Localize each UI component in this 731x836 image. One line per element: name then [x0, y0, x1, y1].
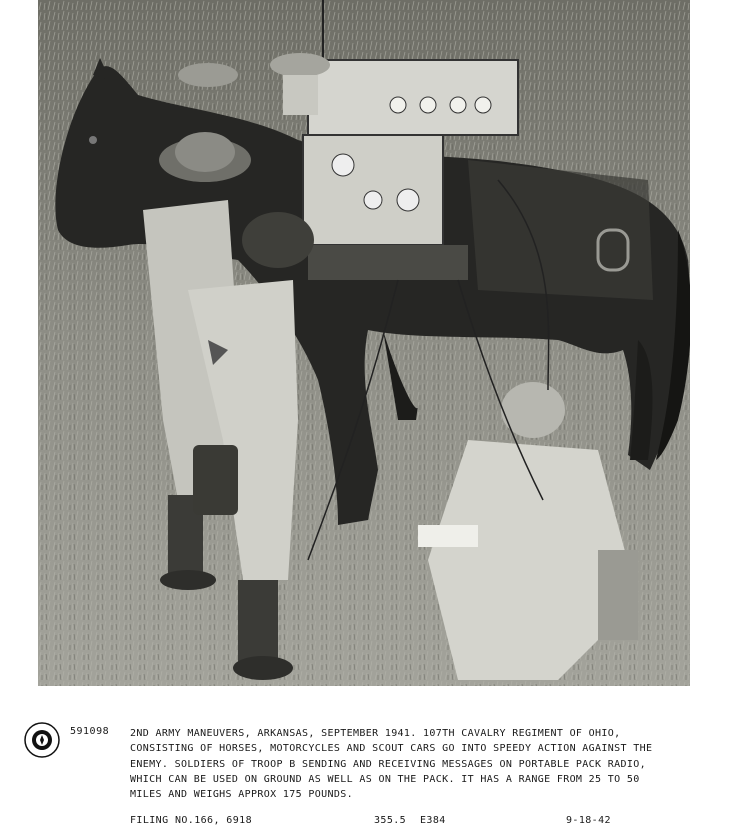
photo-scene: [38, 0, 690, 686]
caption-text: 2ND ARMY MANEUVERS, ARKANSAS, SEPTEMBER 1941. 107TH CAVALRY REGIMENT OF OHIO, CONSISTING OF HORSES, MOTORCYCLES AND SCOUT CARS GO INTO SPEEDY ACTION AGAINST THE ENEMY. SOLDIERS OF TROOP B SENDING AND RECEIVING MESSAGES ON PORTABLE PACK RADIO, WHICH CAN BE USED ON GROUND AS WELL AS ON THE PACK. IT HAS A RANGE FROM 25 TO 50 MILES AND WEIGHS APPROX 175 POUNDS.: [130, 728, 653, 801]
negative-number: 591098: [70, 726, 110, 737]
date-stamp: 9-18-42: [566, 815, 611, 826]
filing-number: FILING NO.166, 6918: [130, 815, 252, 826]
helmet: [178, 63, 238, 87]
filing-code-a: 355.5: [374, 815, 407, 826]
photograph: [38, 0, 690, 686]
filing-code-b: E384: [420, 815, 446, 826]
publicity-seal-icon: [24, 722, 60, 758]
